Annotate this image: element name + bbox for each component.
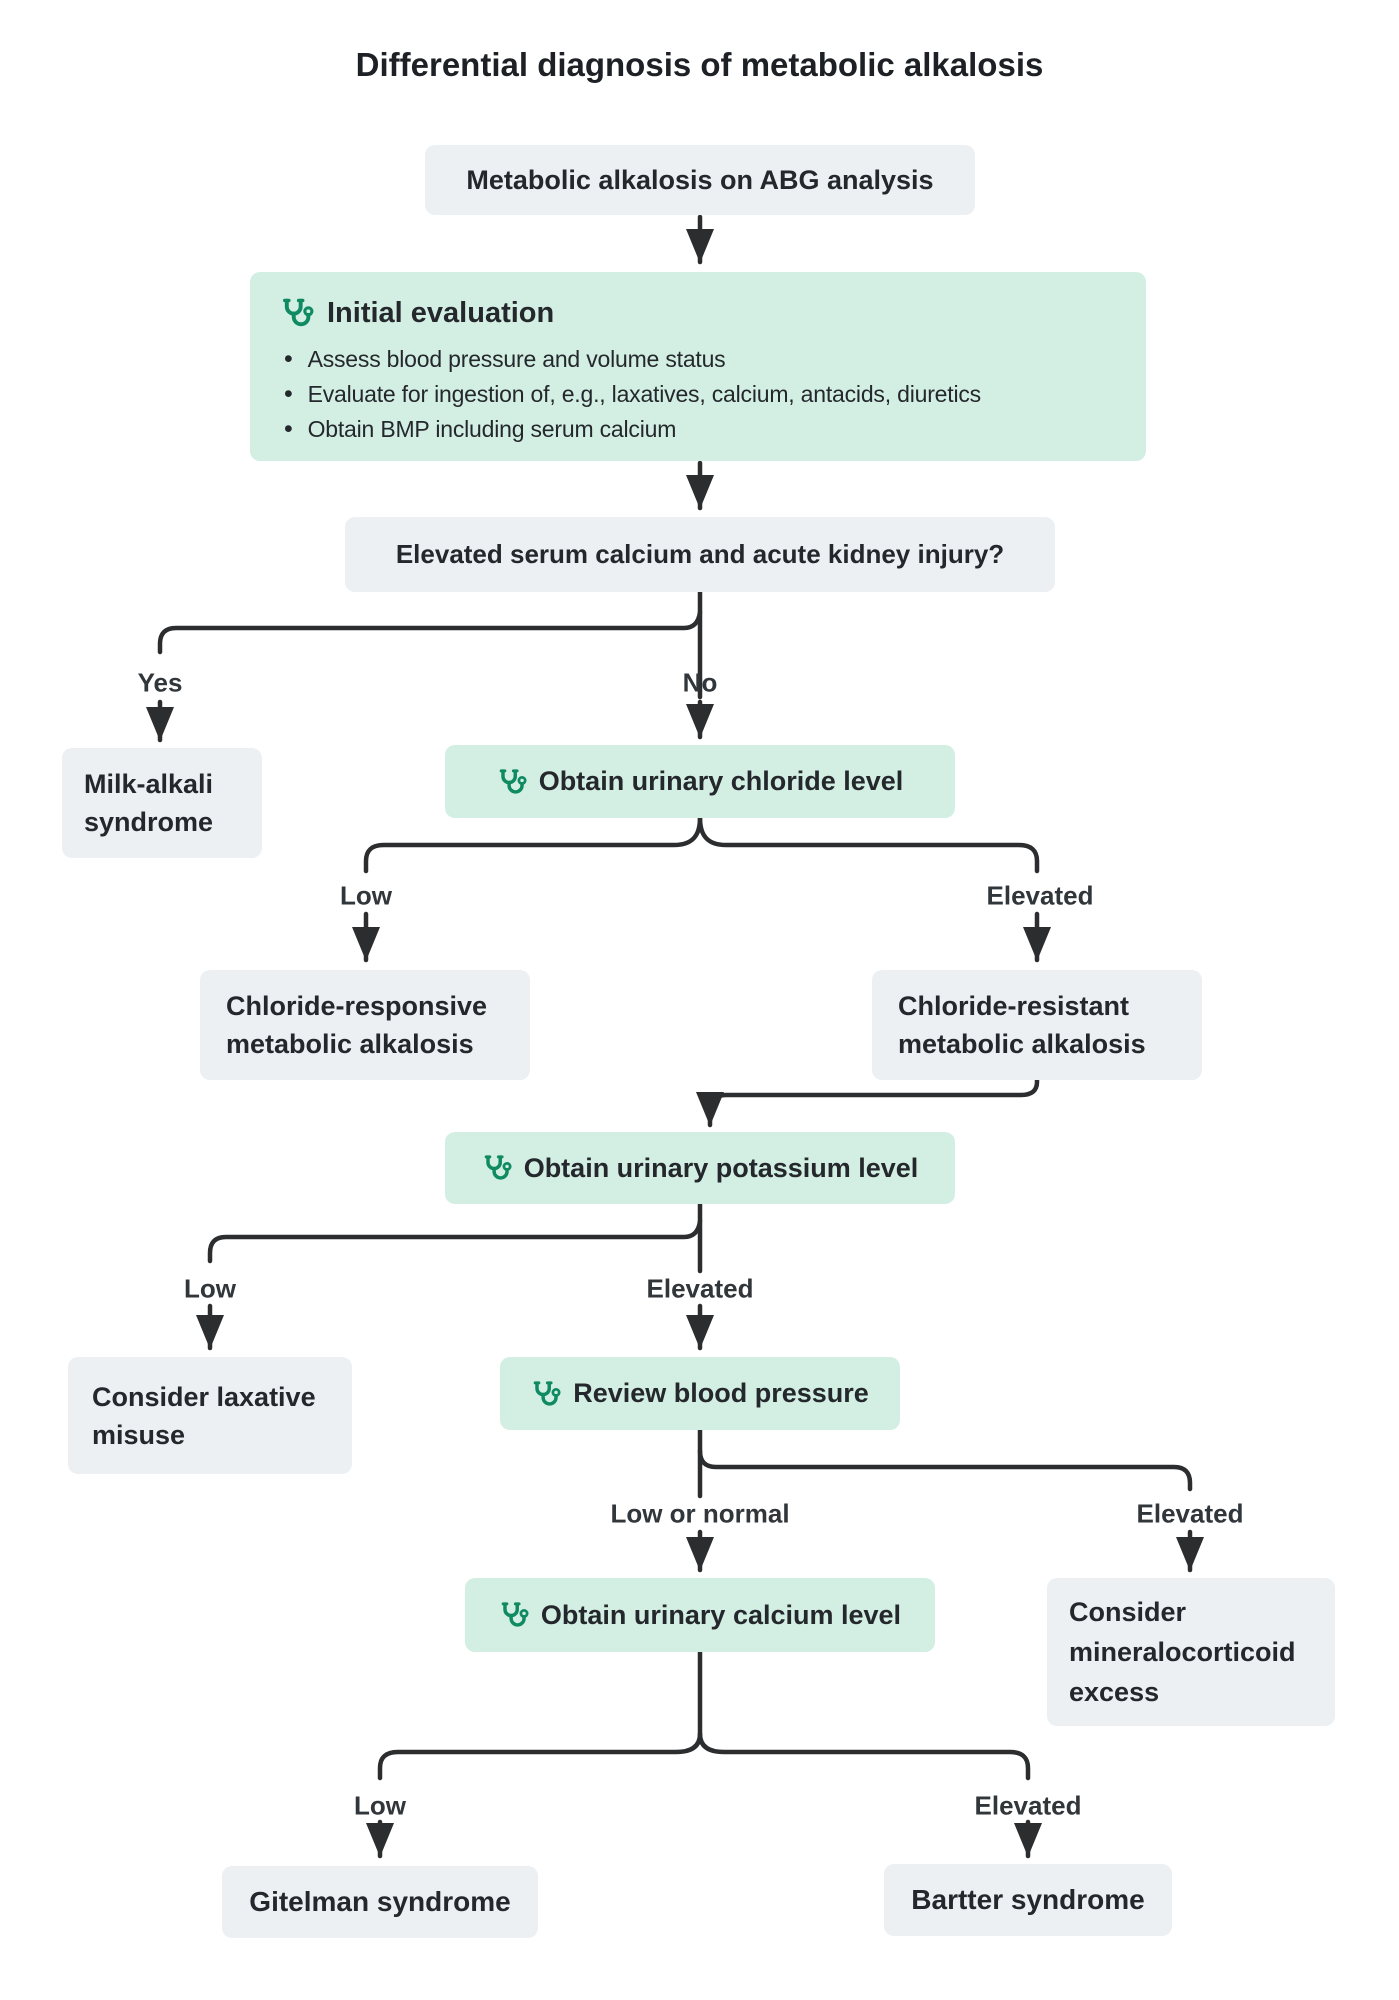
bullet-item: • Obtain BMP including serum calcium xyxy=(284,412,1130,447)
stethoscope-icon xyxy=(482,1153,512,1183)
node-label: Milk-alkali syndrome xyxy=(84,769,214,837)
node-label: Consider laxative misuse xyxy=(92,1381,316,1450)
node-label: Chloride-responsive metabolic alkalosis xyxy=(226,991,488,1059)
node-question-calcium-aki xyxy=(345,517,1055,592)
node-consider-laxative-misuse xyxy=(68,1357,352,1474)
node-label: Obtain urinary potassium level xyxy=(523,1152,919,1183)
node-abg-analysis xyxy=(425,145,975,215)
node-bartter-syndrome xyxy=(884,1864,1172,1936)
node-label: Obtain urinary chloride level xyxy=(538,766,904,796)
node-chloride-responsive xyxy=(200,970,530,1080)
node-consider-mineralocorticoid-excess xyxy=(1047,1578,1335,1726)
edge-label-potassium-elevated: Elevated xyxy=(646,1273,754,1304)
node-obtain-urinary-chloride xyxy=(445,745,955,818)
edge-label-chloride-low: Low xyxy=(340,880,392,911)
stethoscope-icon xyxy=(499,1600,529,1630)
node-obtain-urinary-calcium xyxy=(465,1578,935,1652)
node-initial-evaluation xyxy=(250,272,1146,461)
stethoscope-icon xyxy=(531,1379,561,1409)
node-label: Chloride-resistant metabolic alkalosis xyxy=(898,991,1146,1059)
node-label: Metabolic alkalosis on ABG analysis xyxy=(466,164,934,195)
bullet-list xyxy=(284,342,1130,447)
node-label: Gitelman syndrome xyxy=(249,1886,511,1917)
stethoscope-icon xyxy=(280,296,314,330)
node-label: Bartter syndrome xyxy=(911,1884,1145,1915)
edge-label-bp-low-or-normal: Low or normal xyxy=(610,1498,790,1529)
node-label: Obtain urinary calcium level xyxy=(540,1599,902,1630)
bullet-item: • Evaluate for ingestion of, e.g., laxatives, calcium, antacids, diuretics xyxy=(284,377,1130,412)
bullet-item: • Assess blood pressure and volume status xyxy=(284,342,1130,377)
edge-label-calcium-low: Low xyxy=(354,1790,406,1821)
node-label: Elevated serum calcium and acute kidney injury? xyxy=(395,539,1005,569)
node-label: Review blood pressure xyxy=(573,1378,869,1408)
node-chloride-resistant xyxy=(872,970,1202,1080)
node-review-blood-pressure xyxy=(500,1357,900,1430)
node-obtain-urinary-potassium xyxy=(445,1132,955,1204)
edge-label-no: No xyxy=(682,667,718,698)
edge-label-chloride-elevated: Elevated xyxy=(986,880,1094,911)
page-title: Differential diagnosis of metabolic alkalosis xyxy=(355,46,1044,83)
stethoscope-icon xyxy=(497,767,527,797)
node-milk-alkali-syndrome xyxy=(62,748,262,858)
edge-label-yes: Yes xyxy=(137,667,183,698)
edge-label-bp-elevated: Elevated xyxy=(1136,1498,1244,1529)
edge-label-calcium-elevated: Elevated xyxy=(974,1790,1082,1821)
node-label: Initial evaluation xyxy=(327,296,555,329)
node-gitelman-syndrome xyxy=(222,1866,538,1938)
edge-label-potassium-low: Low xyxy=(184,1273,236,1304)
initial-evaluation-header xyxy=(280,296,1130,330)
node-label: Consider mineralocorticoid excess xyxy=(1069,1597,1296,1707)
